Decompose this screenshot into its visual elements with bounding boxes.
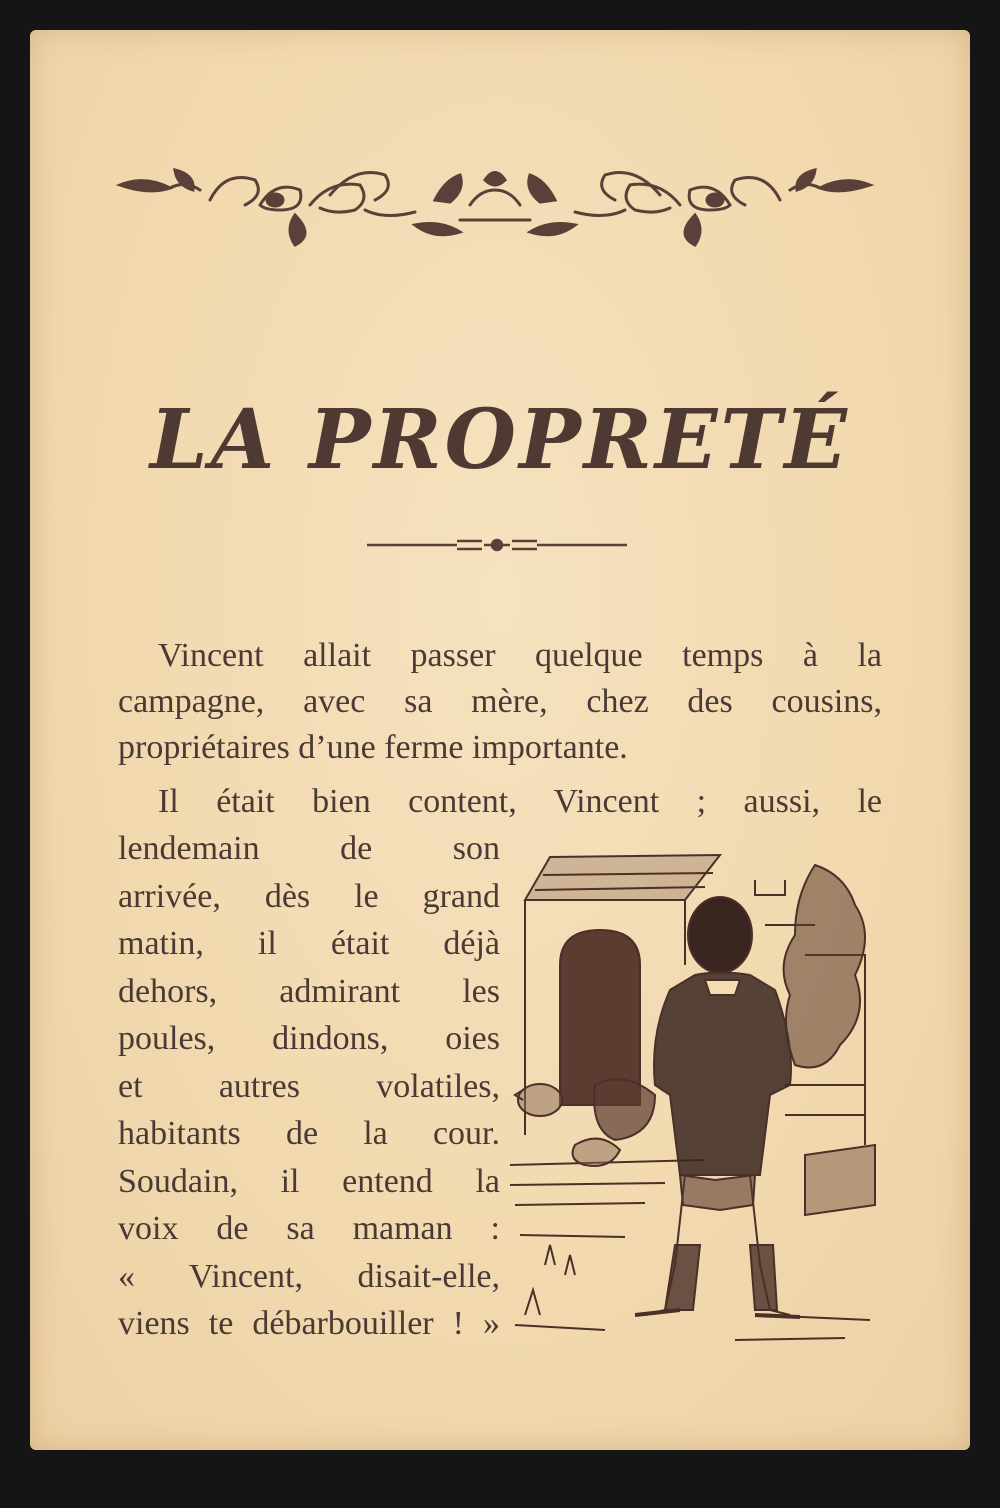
paragraph-1 xyxy=(118,633,882,773)
text-line: matin, il était déjà xyxy=(118,925,500,962)
text-line: propriétaires d’une ferme importante. xyxy=(118,729,628,766)
text-line: et autres volatiles, xyxy=(118,1067,500,1105)
text-line: voix de sa maman : xyxy=(118,1210,500,1247)
text-line: dehors, admirant les xyxy=(118,972,500,1010)
text-line: campagne, avec sa mère, chez des cousins, xyxy=(118,683,882,720)
text-line: Il était bien content, Vincent ; aussi, le xyxy=(158,783,882,820)
paragraph-2-first-line xyxy=(118,779,882,827)
text-line: arrivée, dès le grand xyxy=(118,877,500,915)
text-line: poules, dindons, oies xyxy=(118,1020,500,1057)
divider-ornament-icon xyxy=(362,530,632,560)
text-line: viens te débarbouiller ! » xyxy=(118,1305,500,1342)
floral-ornament-icon xyxy=(115,160,875,250)
text-line: Vincent allait passer quelque temps à la xyxy=(158,637,882,674)
paragraph-2-column xyxy=(118,825,500,1348)
text-line: habitants de la cour. xyxy=(118,1115,500,1152)
boy-in-farmyard-illustration xyxy=(505,845,880,1345)
text-line: « Vincent, disait-elle, xyxy=(118,1257,500,1295)
text-line: lendemain de son xyxy=(118,830,500,867)
page-title: LA PROPRETÉ xyxy=(150,392,850,488)
text-line: Soudain, il entend la xyxy=(118,1162,500,1200)
